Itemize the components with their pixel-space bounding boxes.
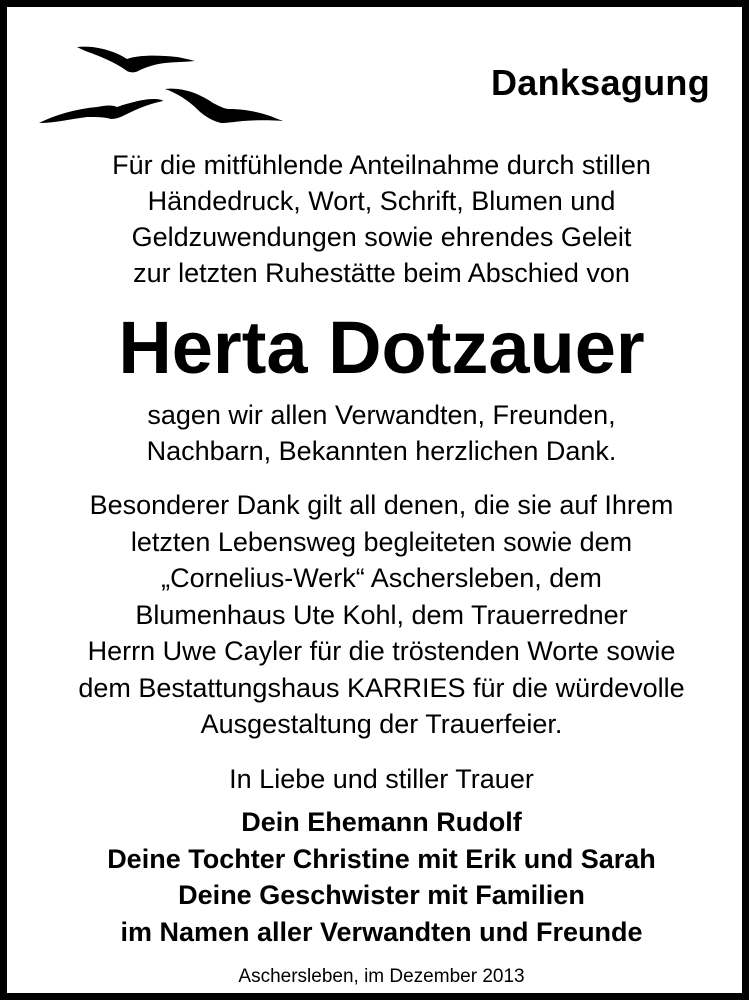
intro-line: Für die mitfühlende Anteilnahme durch stillen (112, 150, 651, 180)
special-thanks-paragraph (7, 487, 749, 743)
intro-line: zur letzten Ruhestätte beim Abschied von (133, 258, 630, 288)
signature-line: Dein Ehemann Rudolf (241, 807, 522, 837)
signature-line: Deine Geschwister mit Familien (178, 880, 585, 910)
intro-line: Geldzuwendungen sowie ehrendes Geleit (131, 222, 632, 252)
intro-line: Händedruck, Wort, Schrift, Blumen und (147, 186, 616, 216)
special-thanks-line: Besonderer Dank gilt all denen, die sie auf Ihrem (89, 490, 674, 520)
signature-line: im Namen aller Verwandten und Freunde (120, 916, 643, 947)
special-thanks-line: Ausgestaltung der Trauerfeier. (200, 709, 563, 739)
place-and-date: Aschersleben, im Dezember 2013 (238, 966, 525, 987)
special-thanks-line: Blumenhaus Ute Kohl, dem Trauerredner (135, 599, 628, 630)
intro-paragraph (7, 147, 749, 291)
thanks-paragraph (7, 397, 749, 469)
signature-line: Deine Tochter Christine mit Erik und Sarah (107, 843, 656, 874)
special-thanks-line: dem Bestattungshaus KARRIES für die würdevolle (78, 672, 685, 703)
deceased-name: Herta Dotzauer (118, 306, 645, 389)
flying-birds-icon (35, 37, 285, 137)
signature-block (7, 804, 749, 950)
special-thanks-line: Herrn Uwe Cayler für die tröstenden Worte sowie (87, 636, 676, 666)
thanks-line: sagen wir allen Verwandten, Freunden, (147, 400, 616, 430)
closing-phrase: In Liebe und stiller Trauer (229, 764, 534, 794)
special-thanks-line: letzten Lebensweg begleiteten sowie dem (130, 526, 633, 557)
special-thanks-line: „Cornelius-Werk“ Aschersleben, dem (161, 563, 602, 593)
thanks-line: Nachbarn, Bekannten herzlichen Dank. (146, 436, 617, 466)
notice-heading: Danksagung (490, 62, 710, 103)
